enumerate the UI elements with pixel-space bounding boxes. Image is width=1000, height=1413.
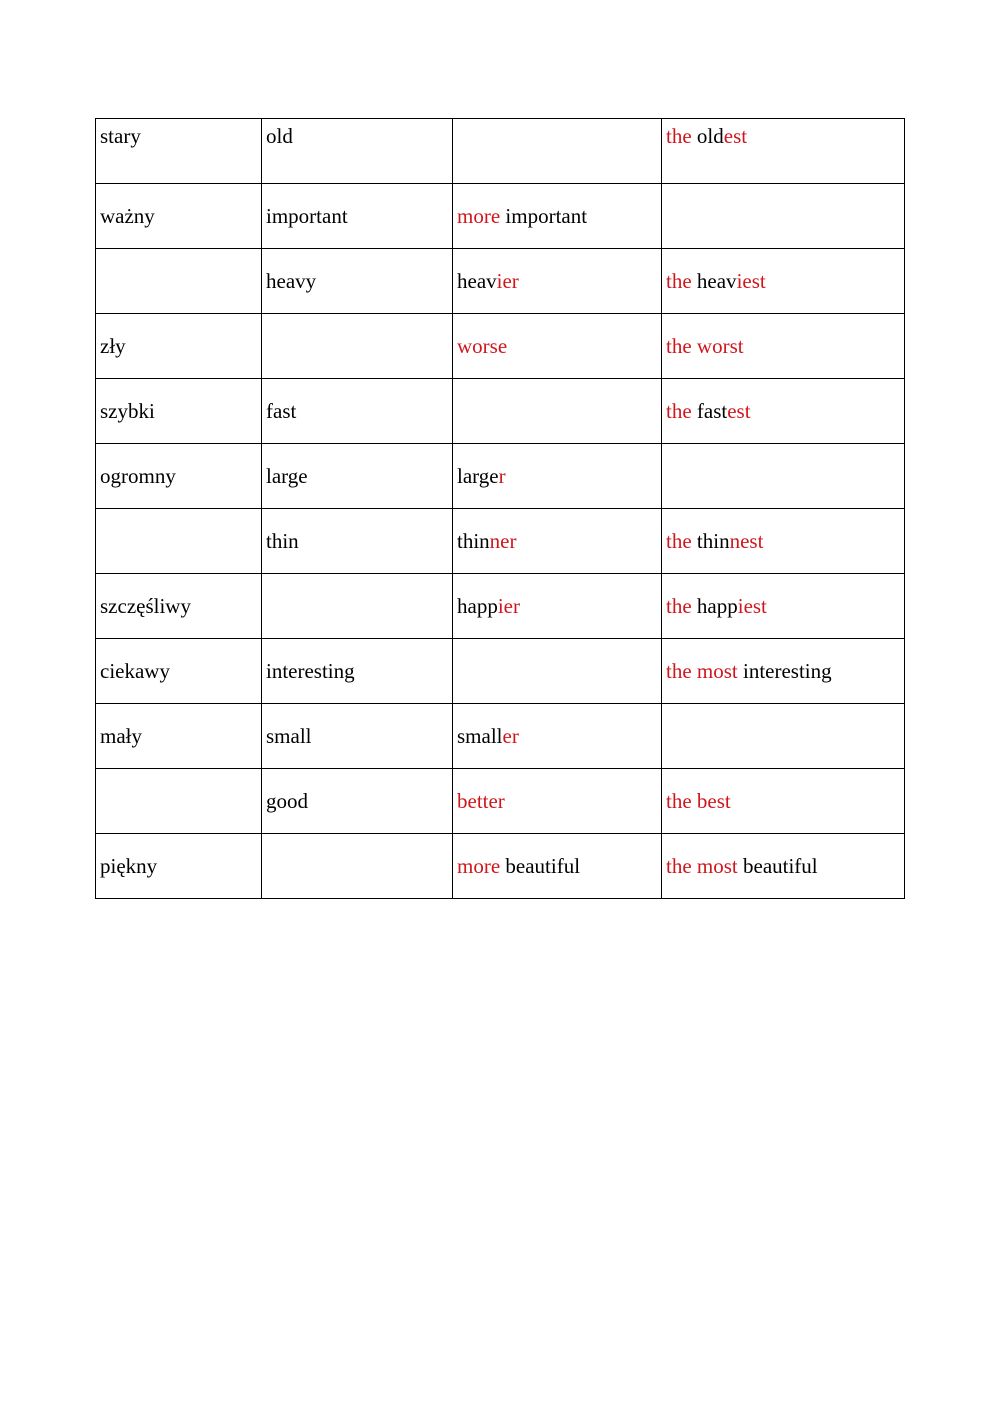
cell-polish: szczęśliwy xyxy=(96,574,262,639)
highlighted-segment: r xyxy=(498,464,506,488)
cell-comparative xyxy=(453,834,662,899)
cell-comparative xyxy=(453,379,662,444)
cell-superlative xyxy=(662,379,905,444)
highlighted-segment: more xyxy=(457,854,506,878)
cell-comparative xyxy=(453,769,662,834)
cell-superlative xyxy=(662,119,905,184)
highlighted-segment: iest xyxy=(736,269,766,293)
highlighted-segment: the xyxy=(666,594,697,618)
cell-superlative xyxy=(662,834,905,899)
cell-base-form: important xyxy=(262,184,453,249)
cell-superlative xyxy=(662,444,905,509)
highlighted-segment: the xyxy=(666,399,697,423)
highlighted-segment: worse xyxy=(457,334,508,358)
cell-comparative xyxy=(453,574,662,639)
table-row xyxy=(96,834,905,899)
cell-base-form: old xyxy=(262,119,453,184)
text-segment: old xyxy=(696,124,724,148)
table-row xyxy=(96,769,905,834)
cell-base-form: large xyxy=(262,444,453,509)
cell-base-form xyxy=(262,314,453,379)
cell-base-form: fast xyxy=(262,379,453,444)
cell-polish xyxy=(96,249,262,314)
highlighted-segment: better xyxy=(457,789,505,813)
text-segment: beautiful xyxy=(743,854,818,878)
text-segment: thin xyxy=(696,529,730,553)
cell-comparative xyxy=(453,184,662,249)
cell-superlative xyxy=(662,639,905,704)
cell-base-form: good xyxy=(262,769,453,834)
cell-comparative xyxy=(453,314,662,379)
highlighted-segment: nest xyxy=(729,529,764,553)
highlighted-segment: the xyxy=(666,269,697,293)
cell-polish: mały xyxy=(96,704,262,769)
highlighted-segment: the xyxy=(666,529,697,553)
table-row xyxy=(96,314,905,379)
table-row xyxy=(96,639,905,704)
text-segment: important xyxy=(505,204,588,228)
table-row xyxy=(96,184,905,249)
adjective-comparison-table xyxy=(95,118,905,899)
cell-comparative xyxy=(453,119,662,184)
table-row xyxy=(96,574,905,639)
highlighted-segment: more xyxy=(457,204,506,228)
cell-polish: ciekawy xyxy=(96,639,262,704)
text-segment: interesting xyxy=(743,659,832,683)
table-row xyxy=(96,704,905,769)
text-segment: thin xyxy=(457,529,490,553)
text-segment: small xyxy=(457,724,503,748)
cell-comparative xyxy=(453,704,662,769)
table-row xyxy=(96,444,905,509)
cell-base-form: thin xyxy=(262,509,453,574)
highlighted-segment: the most xyxy=(666,659,743,683)
table-body xyxy=(96,119,905,899)
text-segment: large xyxy=(457,464,499,488)
table-row xyxy=(96,119,905,184)
text-segment: happ xyxy=(696,594,738,618)
table-row xyxy=(96,509,905,574)
highlighted-segment: ier xyxy=(497,594,520,618)
cell-comparative xyxy=(453,639,662,704)
highlighted-segment: iest xyxy=(737,594,767,618)
cell-superlative xyxy=(662,704,905,769)
cell-base-form: small xyxy=(262,704,453,769)
cell-comparative xyxy=(453,444,662,509)
cell-superlative xyxy=(662,314,905,379)
cell-base-form xyxy=(262,834,453,899)
cell-polish xyxy=(96,509,262,574)
highlighted-segment: the xyxy=(666,124,697,148)
cell-superlative xyxy=(662,509,905,574)
cell-polish: stary xyxy=(96,119,262,184)
cell-superlative xyxy=(662,574,905,639)
text-segment: heav xyxy=(696,269,737,293)
highlighted-segment: est xyxy=(727,399,751,423)
cell-superlative xyxy=(662,184,905,249)
cell-base-form: interesting xyxy=(262,639,453,704)
cell-comparative xyxy=(453,509,662,574)
cell-base-form xyxy=(262,574,453,639)
cell-superlative xyxy=(662,769,905,834)
text-segment: fast xyxy=(696,399,728,423)
text-segment: happ xyxy=(457,594,498,618)
cell-polish: piękny xyxy=(96,834,262,899)
highlighted-segment: ier xyxy=(496,269,519,293)
text-segment: heav xyxy=(457,269,497,293)
highlighted-segment: ner xyxy=(489,529,517,553)
table-row xyxy=(96,249,905,314)
highlighted-segment: the worst xyxy=(666,334,744,358)
cell-superlative xyxy=(662,249,905,314)
table-row xyxy=(96,379,905,444)
cell-polish: ogromny xyxy=(96,444,262,509)
cell-polish: ważny xyxy=(96,184,262,249)
cell-polish: zły xyxy=(96,314,262,379)
cell-comparative xyxy=(453,249,662,314)
cell-polish: szybki xyxy=(96,379,262,444)
text-segment: beautiful xyxy=(505,854,581,878)
highlighted-segment: the most xyxy=(666,854,743,878)
cell-base-form: heavy xyxy=(262,249,453,314)
cell-polish xyxy=(96,769,262,834)
highlighted-segment: the best xyxy=(666,789,731,813)
highlighted-segment: er xyxy=(502,724,519,748)
highlighted-segment: est xyxy=(723,124,748,148)
